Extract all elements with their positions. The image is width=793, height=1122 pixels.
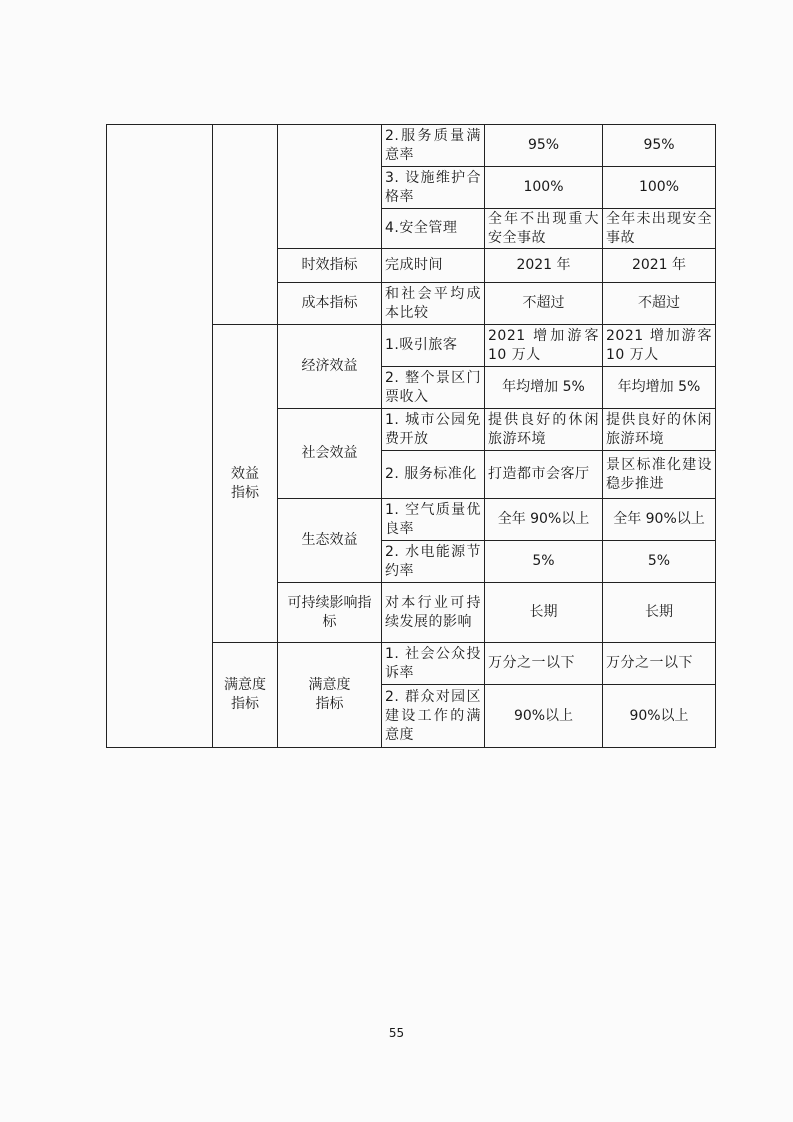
social-group-label: 社会效益 [278, 409, 382, 499]
actual-value: 90%以上 [603, 685, 716, 748]
indicator-detail: 和社会平均成本比较 [382, 283, 485, 325]
actual-value: 2021 增加游客10 万人 [603, 325, 716, 367]
actual-value: 提供良好的休闲旅游环境 [603, 409, 716, 451]
actual-value: 全年 90%以上 [603, 499, 716, 541]
target-value: 2021 增加游客10 万人 [485, 325, 603, 367]
satisfaction-l3-text: 满意度指标 [308, 677, 351, 712]
target-value: 年均增加 5% [485, 367, 603, 409]
indicator-detail: 1. 社会公众投诉率 [382, 643, 485, 685]
indicator-detail: 2. 群众对园区建设工作的满意度 [382, 685, 485, 748]
benefit-label-text: 效益指标 [231, 465, 259, 501]
indicator-detail: 2. 整个景区门票收入 [382, 367, 485, 409]
target-value: 全年 90%以上 [485, 499, 603, 541]
target-value: 5% [485, 541, 603, 583]
economic-group-label: 经济效益 [278, 325, 382, 409]
performance-table [106, 124, 716, 748]
target-value: 2021 年 [485, 249, 603, 283]
benefit-group-label [213, 325, 278, 643]
table-row [107, 125, 716, 167]
level3-label: 时效指标 [278, 249, 382, 283]
indicator-detail: 3. 设施维护合格率 [382, 167, 485, 209]
actual-value: 年均增加 5% [603, 367, 716, 409]
target-value: 万分之一以下 [485, 643, 603, 685]
target-value: 打造都市会客厅 [485, 451, 603, 499]
indicator-detail: 2. 水电能源节约率 [382, 541, 485, 583]
ecological-group-label: 生态效益 [278, 499, 382, 583]
actual-value: 100% [603, 167, 716, 209]
target-value: 不超过 [485, 283, 603, 325]
indicator-detail: 1. 城市公园免费开放 [382, 409, 485, 451]
actual-value: 全年未出现安全事故 [603, 209, 716, 249]
sustainable-label-text: 可持续影响指标 [287, 594, 372, 630]
actual-value: 万分之一以下 [603, 643, 716, 685]
actual-value: 景区标准化建设稳步推进 [603, 451, 716, 499]
level3-cell [278, 125, 382, 249]
target-value: 90%以上 [485, 685, 603, 748]
level3-label: 成本指标 [278, 283, 382, 325]
indicator-detail: 1. 空气质量优良率 [382, 499, 485, 541]
indicator-detail: 2. 服务标准化 [382, 451, 485, 499]
page-number: 55 [388, 1026, 405, 1040]
actual-value: 2021 年 [603, 249, 716, 283]
satisfaction-l2-text: 满意度指标 [224, 677, 266, 712]
actual-value: 5% [603, 541, 716, 583]
target-value: 95% [485, 125, 603, 167]
target-value: 全年不出现重大安全事故 [485, 209, 603, 249]
satisfaction-l2-label [213, 643, 278, 748]
target-value: 100% [485, 167, 603, 209]
actual-value: 不超过 [603, 283, 716, 325]
indicator-detail: 完成时间 [382, 249, 485, 283]
level1-cell [107, 125, 213, 748]
target-value: 长期 [485, 583, 603, 643]
indicator-detail: 1.吸引旅客 [382, 325, 485, 367]
indicator-detail: 2.服务质量满意率 [382, 125, 485, 167]
sustainable-group-label [278, 583, 382, 643]
indicator-detail: 4.安全管理 [382, 209, 485, 249]
level2-cell [213, 125, 278, 325]
actual-value: 95% [603, 125, 716, 167]
satisfaction-l3-label [278, 643, 382, 748]
target-value: 提供良好的休闲旅游环境 [485, 409, 603, 451]
actual-value: 长期 [603, 583, 716, 643]
indicator-detail: 对本行业可持续发展的影响 [382, 583, 485, 643]
